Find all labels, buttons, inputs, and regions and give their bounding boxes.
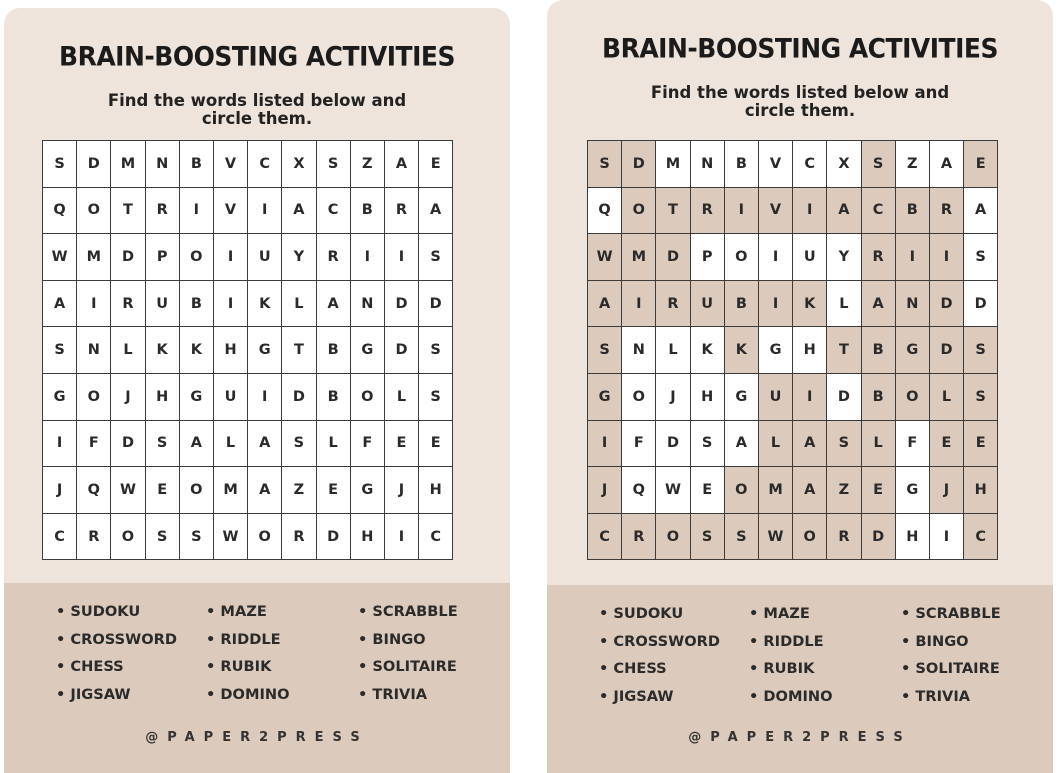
word-list-item: • RIDDLE: [749, 633, 901, 661]
grid-cell: L: [758, 420, 792, 467]
grid-cell: R: [316, 234, 350, 281]
grid-cell: U: [690, 280, 724, 327]
grid-cell: H: [895, 513, 929, 560]
grid-cell: O: [622, 187, 656, 234]
grid-cell: V: [213, 187, 247, 234]
grid-cell: B: [861, 373, 895, 420]
word-list-item: • SUDOKU: [599, 605, 749, 633]
grid-cell: I: [179, 187, 213, 234]
grid-cell: D: [282, 373, 316, 420]
grid-row: [43, 280, 453, 327]
word-list: [599, 605, 1033, 715]
grid-cell: H: [964, 467, 998, 514]
grid-cell: G: [895, 467, 929, 514]
grid-cell: Z: [827, 467, 861, 514]
grid-cell: S: [145, 513, 179, 560]
grid-cell: S: [588, 327, 622, 374]
grid-cell: C: [248, 141, 282, 188]
word-list-item: • JIGSAW: [56, 686, 206, 714]
grid-row: [588, 234, 998, 281]
grid-cell: K: [145, 327, 179, 374]
grid-row: [588, 141, 998, 188]
grid-cell: K: [793, 280, 827, 327]
grid-cell: F: [622, 420, 656, 467]
grid-cell: A: [588, 280, 622, 327]
grid-cell: I: [758, 234, 792, 281]
grid-cell: W: [43, 234, 77, 281]
grid-cell: W: [111, 467, 145, 514]
page-title: BRAIN-BOOSTING ACTIVITIES: [602, 33, 998, 64]
grid-cell: O: [622, 373, 656, 420]
grid-cell: I: [724, 187, 758, 234]
grid-cell: K: [179, 327, 213, 374]
grid-cell: H: [145, 373, 179, 420]
grid-cell: W: [213, 513, 247, 560]
grid-cell: K: [690, 327, 724, 374]
grid-cell: J: [384, 467, 418, 514]
grid-cell: G: [724, 373, 758, 420]
word-list-item: • MAZE: [206, 603, 358, 631]
grid-cell: U: [793, 234, 827, 281]
word-list-item: • TRIVIA: [358, 686, 508, 714]
grid-cell: G: [179, 373, 213, 420]
grid-row: [588, 467, 998, 514]
grid-cell: S: [690, 420, 724, 467]
grid-cell: L: [316, 420, 350, 467]
grid-cell: N: [77, 327, 111, 374]
grid-cell: C: [793, 141, 827, 188]
grid-cell: S: [419, 373, 453, 420]
grid-row: [43, 467, 453, 514]
grid-row: [588, 513, 998, 560]
grid-cell: J: [43, 467, 77, 514]
word-list-item: • CROSSWORD: [599, 633, 749, 661]
grid-cell: J: [111, 373, 145, 420]
grid-cell: B: [179, 280, 213, 327]
grid-cell: F: [350, 420, 384, 467]
grid-cell: I: [793, 187, 827, 234]
grid-cell: V: [213, 141, 247, 188]
grid-cell: Q: [588, 187, 622, 234]
grid-cell: O: [179, 467, 213, 514]
grid-row: [43, 327, 453, 374]
grid-cell: S: [964, 373, 998, 420]
grid-cell: I: [588, 420, 622, 467]
grid-cell: D: [929, 327, 963, 374]
footer-handle: @PAPER2PRESS: [145, 730, 369, 745]
word-list-item: • JIGSAW: [599, 688, 749, 716]
grid-cell: T: [656, 187, 690, 234]
footer-handle: @PAPER2PRESS: [688, 730, 912, 745]
grid-cell: H: [690, 373, 724, 420]
grid-cell: A: [964, 187, 998, 234]
grid-cell: I: [622, 280, 656, 327]
grid-cell: A: [384, 141, 418, 188]
grid-cell: R: [384, 187, 418, 234]
grid-cell: G: [350, 327, 384, 374]
grid-cell: D: [77, 141, 111, 188]
grid-cell: A: [282, 187, 316, 234]
grid-cell: D: [622, 141, 656, 188]
grid-cell: U: [213, 373, 247, 420]
grid-cell: V: [758, 187, 792, 234]
grid-cell: P: [690, 234, 724, 281]
grid-cell: L: [827, 280, 861, 327]
grid-cell: L: [861, 420, 895, 467]
grid-cell: A: [827, 187, 861, 234]
word-search-grid: [42, 140, 453, 560]
grid-row: [588, 373, 998, 420]
word-list-panel: [547, 585, 1053, 773]
grid-cell: L: [384, 373, 418, 420]
grid-cell: D: [861, 513, 895, 560]
grid-cell: I: [384, 234, 418, 281]
grid-cell: S: [419, 327, 453, 374]
grid-cell: L: [282, 280, 316, 327]
grid-cell: R: [656, 280, 690, 327]
word-list-item: • SCRABBLE: [358, 603, 508, 631]
grid-cell: A: [248, 467, 282, 514]
grid-cell: L: [111, 327, 145, 374]
grid-cell: B: [724, 280, 758, 327]
grid-cell: T: [111, 187, 145, 234]
grid-cell: E: [690, 467, 724, 514]
grid-cell: O: [77, 187, 111, 234]
grid-cell: K: [724, 327, 758, 374]
grid-cell: I: [758, 280, 792, 327]
grid-cell: S: [316, 141, 350, 188]
grid-cell: R: [77, 513, 111, 560]
word-list-item: • MAZE: [749, 605, 901, 633]
grid-cell: O: [111, 513, 145, 560]
grid-cell: N: [690, 141, 724, 188]
grid-cell: M: [111, 141, 145, 188]
grid-cell: T: [827, 327, 861, 374]
grid-cell: F: [895, 420, 929, 467]
grid-cell: N: [145, 141, 179, 188]
solution-grid: [587, 140, 998, 560]
grid-cell: S: [179, 513, 213, 560]
grid-cell: E: [384, 420, 418, 467]
grid-cell: S: [861, 141, 895, 188]
grid-row: [43, 373, 453, 420]
grid-cell: C: [316, 187, 350, 234]
word-list-item: • SCRABBLE: [901, 605, 1051, 633]
grid-cell: I: [248, 187, 282, 234]
grid-cell: G: [350, 467, 384, 514]
grid-cell: G: [588, 373, 622, 420]
grid-cell: S: [419, 234, 453, 281]
grid-cell: D: [111, 234, 145, 281]
grid-cell: U: [248, 234, 282, 281]
word-list-item: • RIDDLE: [206, 631, 358, 659]
grid-cell: O: [350, 373, 384, 420]
word-list-item: • DOMINO: [206, 686, 358, 714]
grid-cell: G: [895, 327, 929, 374]
grid-cell: B: [724, 141, 758, 188]
grid-cell: Q: [43, 187, 77, 234]
grid-cell: S: [145, 420, 179, 467]
grid-cell: N: [895, 280, 929, 327]
grid-cell: P: [145, 234, 179, 281]
grid-cell: H: [213, 327, 247, 374]
grid-row: [43, 234, 453, 281]
grid-cell: L: [929, 373, 963, 420]
grid-cell: R: [282, 513, 316, 560]
grid-cell: N: [622, 327, 656, 374]
grid-cell: A: [793, 420, 827, 467]
grid-cell: M: [213, 467, 247, 514]
instructions: [4, 92, 510, 128]
grid-cell: E: [419, 141, 453, 188]
grid-cell: R: [929, 187, 963, 234]
grid-cell: R: [622, 513, 656, 560]
grid-cell: W: [656, 467, 690, 514]
grid-cell: A: [43, 280, 77, 327]
grid-cell: D: [827, 373, 861, 420]
grid-cell: B: [316, 373, 350, 420]
grid-cell: D: [384, 280, 418, 327]
puzzle-card: [4, 8, 510, 773]
grid-cell: H: [793, 327, 827, 374]
grid-cell: T: [282, 327, 316, 374]
grid-cell: I: [384, 513, 418, 560]
grid-cell: B: [316, 327, 350, 374]
grid-cell: S: [964, 327, 998, 374]
word-list-item: • SOLITAIRE: [358, 658, 508, 686]
grid-cell: W: [588, 234, 622, 281]
word-list-panel: [4, 583, 510, 773]
word-list: [56, 603, 490, 713]
grid-cell: C: [588, 513, 622, 560]
word-list-item: • TRIVIA: [901, 688, 1051, 716]
grid-cell: M: [758, 467, 792, 514]
grid-cell: A: [724, 420, 758, 467]
grid-cell: D: [656, 234, 690, 281]
grid-cell: X: [282, 141, 316, 188]
grid-cell: M: [77, 234, 111, 281]
word-list-item: • RUBIK: [749, 660, 901, 688]
grid-cell: I: [895, 234, 929, 281]
word-list-item: • BINGO: [901, 633, 1051, 661]
grid-cell: Z: [350, 141, 384, 188]
grid-cell: A: [929, 141, 963, 188]
word-list-item: • CROSSWORD: [56, 631, 206, 659]
grid-cell: B: [861, 327, 895, 374]
grid-cell: E: [929, 420, 963, 467]
grid-cell: C: [419, 513, 453, 560]
grid-cell: N: [350, 280, 384, 327]
grid-cell: D: [384, 327, 418, 374]
grid-cell: R: [145, 187, 179, 234]
grid-row: [43, 513, 453, 560]
grid-cell: I: [43, 420, 77, 467]
grid-cell: R: [111, 280, 145, 327]
grid-cell: B: [350, 187, 384, 234]
grid-cell: O: [656, 513, 690, 560]
grid-cell: D: [656, 420, 690, 467]
grid-cell: R: [861, 234, 895, 281]
grid-cell: D: [419, 280, 453, 327]
grid-cell: S: [827, 420, 861, 467]
grid-cell: B: [179, 141, 213, 188]
grid-cell: O: [724, 467, 758, 514]
grid-cell: A: [316, 280, 350, 327]
grid-cell: I: [793, 373, 827, 420]
grid-cell: I: [213, 280, 247, 327]
instructions: [547, 84, 1053, 120]
grid-cell: R: [690, 187, 724, 234]
grid-cell: U: [758, 373, 792, 420]
grid-cell: Y: [282, 234, 316, 281]
grid-cell: E: [964, 141, 998, 188]
grid-cell: O: [248, 513, 282, 560]
instructions-text: Find the words listed below and circle them.: [107, 91, 407, 128]
grid-cell: F: [77, 420, 111, 467]
grid-row: [43, 187, 453, 234]
grid-row: [588, 327, 998, 374]
solution-card: [547, 0, 1053, 773]
grid-cell: D: [964, 280, 998, 327]
grid-cell: B: [895, 187, 929, 234]
instructions-text: Find the words listed below and circle them.: [650, 83, 950, 120]
grid-cell: E: [316, 467, 350, 514]
grid-cell: A: [179, 420, 213, 467]
grid-cell: I: [77, 280, 111, 327]
grid-cell: D: [316, 513, 350, 560]
grid-cell: J: [588, 467, 622, 514]
grid-cell: A: [793, 467, 827, 514]
grid-cell: I: [929, 234, 963, 281]
grid-cell: S: [588, 141, 622, 188]
grid-cell: D: [929, 280, 963, 327]
grid-cell: A: [419, 187, 453, 234]
grid-cell: O: [179, 234, 213, 281]
grid-cell: C: [861, 187, 895, 234]
grid-cell: E: [145, 467, 179, 514]
grid-cell: L: [213, 420, 247, 467]
grid-cell: X: [827, 141, 861, 188]
grid-cell: O: [77, 373, 111, 420]
grid-cell: S: [724, 513, 758, 560]
word-list-item: • DOMINO: [749, 688, 901, 716]
grid-cell: E: [861, 467, 895, 514]
grid-cell: Z: [282, 467, 316, 514]
grid-row: [43, 420, 453, 467]
grid-cell: S: [43, 327, 77, 374]
grid-cell: I: [248, 373, 282, 420]
grid-cell: A: [861, 280, 895, 327]
word-list-item: • CHESS: [56, 658, 206, 686]
grid-cell: G: [43, 373, 77, 420]
grid-cell: D: [111, 420, 145, 467]
grid-cell: O: [793, 513, 827, 560]
word-list-item: • BINGO: [358, 631, 508, 659]
grid-row: [43, 141, 453, 188]
word-list-item: • SUDOKU: [56, 603, 206, 631]
grid-cell: V: [758, 141, 792, 188]
grid-cell: J: [929, 467, 963, 514]
grid-cell: O: [895, 373, 929, 420]
grid-cell: I: [929, 513, 963, 560]
grid-cell: Q: [622, 467, 656, 514]
grid-cell: G: [758, 327, 792, 374]
grid-cell: L: [656, 327, 690, 374]
grid-cell: K: [248, 280, 282, 327]
page-title: BRAIN-BOOSTING ACTIVITIES: [59, 41, 455, 72]
grid-cell: Y: [827, 234, 861, 281]
grid-cell: H: [350, 513, 384, 560]
grid-cell: S: [964, 234, 998, 281]
grid-cell: R: [827, 513, 861, 560]
grid-cell: M: [656, 141, 690, 188]
grid-cell: G: [248, 327, 282, 374]
grid-row: [588, 280, 998, 327]
grid-cell: J: [656, 373, 690, 420]
grid-cell: Z: [895, 141, 929, 188]
grid-cell: C: [43, 513, 77, 560]
grid-row: [588, 420, 998, 467]
grid-cell: I: [213, 234, 247, 281]
grid-cell: S: [282, 420, 316, 467]
grid-cell: H: [419, 467, 453, 514]
grid-cell: E: [964, 420, 998, 467]
grid-cell: E: [419, 420, 453, 467]
grid-row: [588, 187, 998, 234]
grid-cell: Q: [77, 467, 111, 514]
word-list-item: • SOLITAIRE: [901, 660, 1051, 688]
word-list-item: • CHESS: [599, 660, 749, 688]
grid-cell: W: [758, 513, 792, 560]
grid-cell: A: [248, 420, 282, 467]
grid-cell: S: [43, 141, 77, 188]
grid-cell: C: [964, 513, 998, 560]
grid-cell: S: [690, 513, 724, 560]
grid-cell: U: [145, 280, 179, 327]
word-list-item: • RUBIK: [206, 658, 358, 686]
grid-cell: M: [622, 234, 656, 281]
grid-cell: O: [724, 234, 758, 281]
grid-cell: I: [350, 234, 384, 281]
